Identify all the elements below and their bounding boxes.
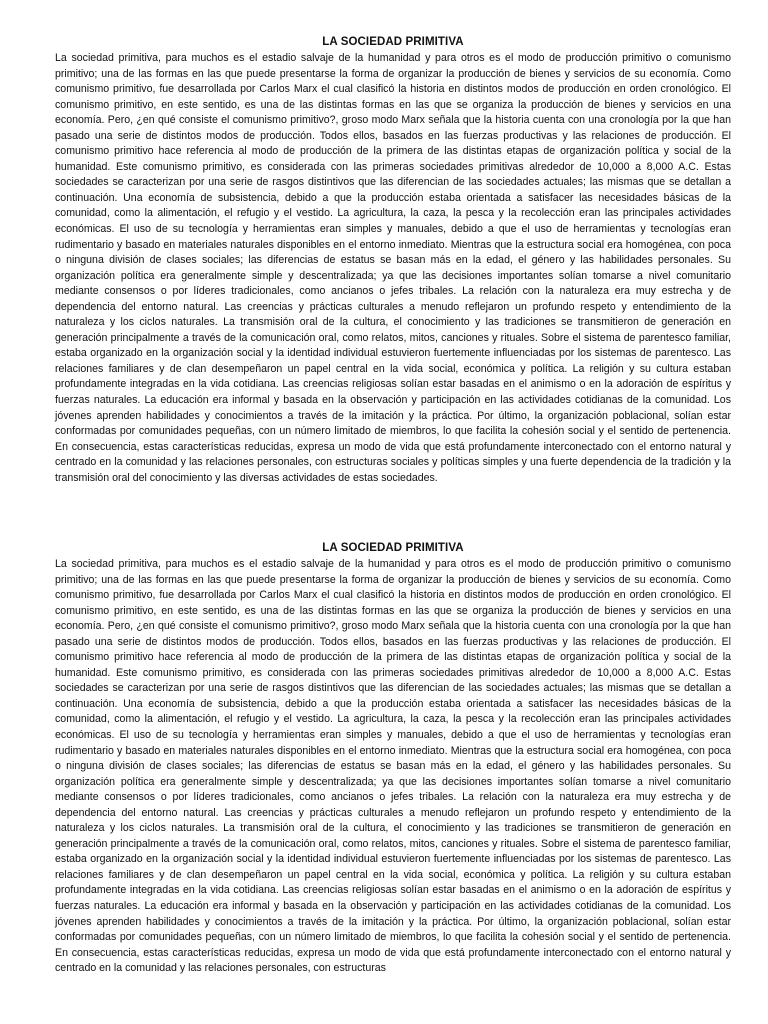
- section-title: LA SOCIEDAD PRIMITIVA: [322, 542, 464, 554]
- document-section: [55, 540, 731, 977]
- section-body-paragraph: La sociedad primitiva, para muchos es el estadio salvaje de la humanidad y para otros es el modo de producción primitivo o comunismo primitivo; una de las formas en las que puede presentarse la forma de organizar la producción de bienes y servicios de su economía. Como comunismo primitivo, fue desarrollada por Carlos Marx el cual clasificó la historia en distintos modos de producción en orden cronológico. El comunismo primitivo, en este sentido, es una de las distintas formas en las que se organiza la producción de bienes y servicios en una economía. Pero, ¿en qué consiste el comunismo primitivo?, groso modo Marx señala que la historia cuenta con una cronología por la que han pasado una serie de distintos modos de producción. Todos ellos, basados en las fuerzas productivas y las relaciones de producción. El comunismo primitivo hace referencia al modo de producción de la primera de las distintas etapas de organización política y social de la humanidad. Este comunismo primitivo, es considerada con las primeras sociedades primitivas alrededor de 10,000 a 8,000 A.C. Estas sociedades se caracterizan por una serie de rasgos distintivos que las diferencian de las sociedades actuales; las mismas que se detallan a continuación. Una economía de subsistencia, debido a que la producción estaba orientada a satisfacer las necesidades básicas de la comunidad, como la alimentación, el refugio y el vestido. La agricultura, la caza, la pesca y la recolección eran las principales actividades económicas. El uso de su tecnología y herramientas eran simples y manuales, debido a que el uso de herramientas y tecnologías eran rudimentario y basado en materiales naturales disponibles en el entorno inmediato. Mientras que la estructura social era homogénea, con poca o ninguna división de clases sociales; las diferencias de estatus se basan más en la edad, el género y las habilidades personales. Su organización política era generalmente simple y descentralizada; ya que las decisiones importantes solían tomarse a nivel comunitario mediante consensos o por líderes tradicionales, como ancianos o jefes tribales. La relación con la naturaleza era muy estrecha y de dependencia del entorno natural. Las creencias y prácticas culturales a menudo reflejaron un profundo respeto y entendimiento de la naturaleza y los ciclos naturales. La transmisión oral de la cultura, el conocimiento y las tradiciones se transmitieron de generación en generación principalmente a través de la comunicación oral, como relatos, mitos, canciones y rituales. Sobre el sistema de parentesco familiar, estaba organizado en la organización social y la identidad individual estuvieron fuertemente influenciadas por los sistemas de parentesco. Las relaciones familiares y de clan desempeñaron un papel central en la vida social, económica y política. La religión y su cultura estaban profundamente integradas en la vida cotidiana. Las creencias religiosas solían estar basadas en el animismo o en la adoración de espíritus y fuerzas naturales. La educación era informal y basada en la observación y participación en las actividades cotidianas de la comunidad. Los jóvenes aprenden habilidades y conocimientos a través de la imitación y la práctica. Por último, la organización poblacional, solían estar conformadas por comunidades pequeñas, con un número limitado de miembros, lo que facilita la cohesión social y el sentido de pertenencia. En consecuencia, estas características reducidas, expresa un modo de vida que está profundamente interconectado con el entorno natural y centrado en la comunidad y las relaciones personales, con estructuras sociales y políticas simples y una fuerte dependencia de la tradición y la transmisión oral del conocimiento y las diversas actividades de estas sociedades.: [55, 52, 731, 484]
- section-body-paragraph: La sociedad primitiva, para muchos es el estadio salvaje de la humanidad y para otros es el modo de producción primitivo o comunismo primitivo; una de las formas en las que puede presentarse la forma de organizar la producción de bienes y servicios de su economía. Como comunismo primitivo, fue desarrollada por Carlos Marx el cual clasificó la historia en distintos modos de producción en orden cronológico. El comunismo primitivo, en este sentido, es una de las distintas formas en las que se organiza la producción de bienes y servicios en una economía. Pero, ¿en qué consiste el comunismo primitivo?, groso modo Marx señala que la historia cuenta con una cronología por la que han pasado una serie de distintos modos de producción. Todos ellos, basados en las fuerzas productivas y las relaciones de producción. El comunismo primitivo hace referencia al modo de producción de la primera de las distintas etapas de organización política y social de la humanidad. Este comunismo primitivo, es considerada con las primeras sociedades primitivas alrededor de 10,000 a 8,000 A.C. Estas sociedades se caracterizan por una serie de rasgos distintivos que las diferencian de las sociedades actuales; las mismas que se detallan a continuación. Una economía de subsistencia, debido a que la producción estaba orientada a satisfacer las necesidades básicas de la comunidad, como la alimentación, el refugio y el vestido. La agricultura, la caza, la pesca y la recolección eran las principales actividades económicas. El uso de su tecnología y herramientas eran simples y manuales, debido a que el uso de herramientas y tecnologías eran rudimentario y basado en materiales naturales disponibles en el entorno inmediato. Mientras que la estructura social era homogénea, con poca o ninguna división de clases sociales; las diferencias de estatus se basan más en la edad, el género y las habilidades personales. Su organización política era generalmente simple y descentralizada; ya que las decisiones importantes solían tomarse a nivel comunitario mediante consensos o por líderes tradicionales, como ancianos o jefes tribales. La relación con la naturaleza era muy estrecha y de dependencia del entorno natural. Las creencias y prácticas culturales a menudo reflejaron un profundo respeto y entendimiento de la naturaleza y los ciclos naturales. La transmisión oral de la cultura, el conocimiento y las tradiciones se transmitieron de generación en generación principalmente a través de la comunicación oral, como relatos, mitos, canciones y rituales. Sobre el sistema de parentesco familiar, estaba organizado en la organización social y la identidad individual estuvieron fuertemente influenciadas por los sistemas de parentesco. Las relaciones familiares y de clan desempeñaron un papel central en la vida social, económica y política. La religión y su cultura estaban profundamente integradas en la vida cotidiana. Las creencias religiosas solían estar basadas en el animismo o en la adoración de espíritus y fuerzas naturales. La educación era informal y basada en la observación y participación en las actividades cotidianas de la comunidad. Los jóvenes aprenden habilidades y conocimientos a través de la imitación y la práctica. Por último, la organización poblacional, solían estar conformadas por comunidades pequeñas, con un número limitado de miembros, lo que facilita la cohesión social y el sentido de pertenencia. En consecuencia, estas características reducidas, expresa un modo de vida que está profundamente interconectado con el entorno natural y centrado en la comunidad y las relaciones personales, con estructuras: [55, 558, 731, 975]
- section-title: LA SOCIEDAD PRIMITIVA: [322, 36, 464, 48]
- document-section: [55, 34, 731, 486]
